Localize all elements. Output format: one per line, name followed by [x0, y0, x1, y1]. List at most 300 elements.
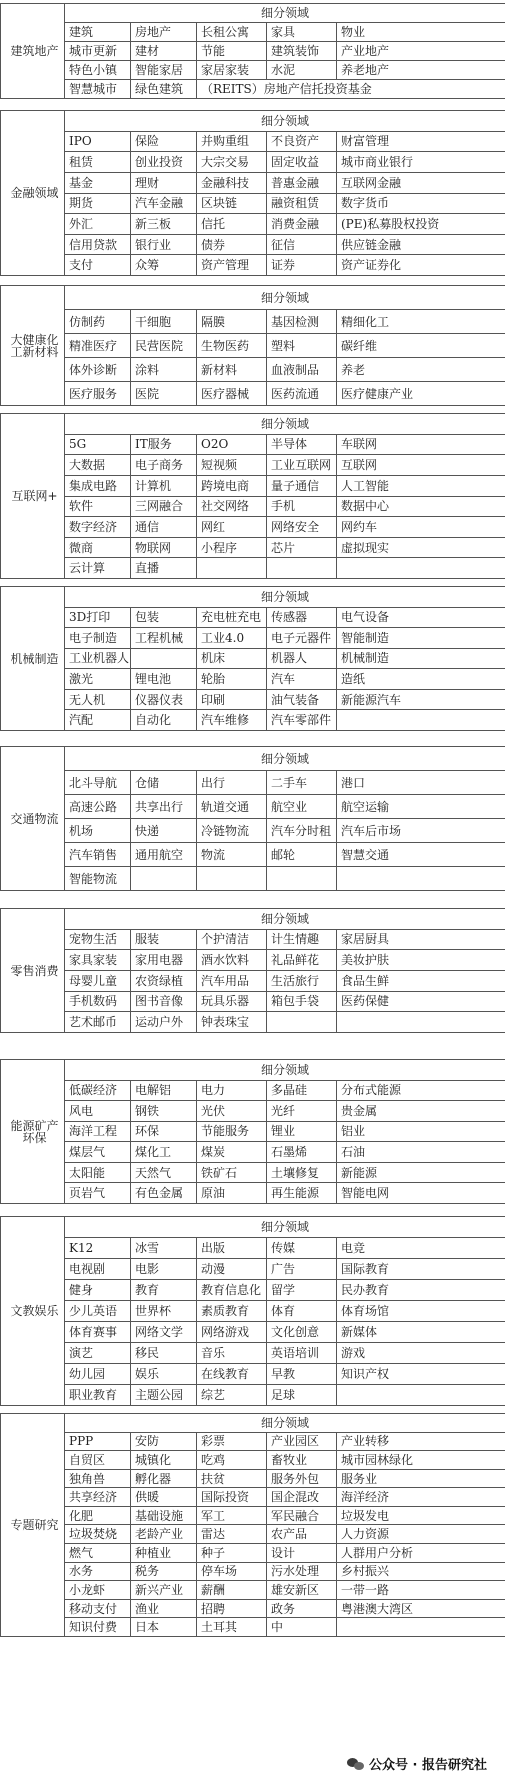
table-row — [1, 819, 505, 843]
table-row — [1, 607, 505, 628]
subfield-cell: 人工智能 — [337, 475, 505, 496]
subfield-cell: 贵金属 — [337, 1101, 505, 1122]
subfield-cell: 共享出行 — [131, 795, 197, 819]
subfield-cell: 互联网金融 — [337, 172, 505, 193]
table-row — [1, 80, 505, 99]
subfield-cell: 乡村振兴 — [337, 1562, 505, 1581]
subfield-cell: 虚拟现实 — [337, 537, 505, 558]
table-row — [1, 475, 505, 496]
subfield-cell: 养老地产 — [337, 61, 505, 80]
subfield-cell: 老龄产业 — [131, 1525, 197, 1544]
subfield-cell: 水泥 — [267, 61, 337, 80]
subfield-cell: 数字货币 — [337, 193, 505, 214]
subfield-cell: 健身 — [65, 1280, 131, 1301]
subfield-cell: 消费金融 — [267, 214, 337, 235]
empty-cell — [337, 710, 505, 731]
subfield-cell: 医药流通 — [267, 382, 337, 406]
subfield-cell: 快递 — [131, 819, 197, 843]
subfield-cell: 在线教育 — [197, 1364, 267, 1385]
table-row — [1, 1581, 505, 1600]
category-label: 大健康化工新材料 — [1, 286, 65, 406]
subfield-cell: 民营医院 — [131, 334, 197, 358]
subfield-cell: 食品生鲜 — [337, 970, 505, 991]
subfield-cell: 新兴产业 — [131, 1581, 197, 1600]
subfield-cell: 邮轮 — [267, 843, 337, 867]
subfield-cell: 网红 — [197, 517, 267, 538]
subfield-cell: PPP — [65, 1432, 131, 1451]
table-row — [1, 1343, 505, 1364]
subfield-cell: 精准医疗 — [65, 334, 131, 358]
subfield-cell: 资产证券化 — [337, 255, 505, 276]
subfield-cell: 融资租赁 — [267, 193, 337, 214]
subfield-cell: 隔膜 — [197, 310, 267, 334]
subfield-cell: 知识产权 — [337, 1364, 505, 1385]
table-row — [1, 214, 505, 235]
subfield-cell: 北斗导航 — [65, 771, 131, 795]
subfield-cell: 汽车后市场 — [337, 819, 505, 843]
subfield-cell: 港口 — [337, 771, 505, 795]
subfield-cell: 畜牧业 — [267, 1451, 337, 1470]
subfield-cell: 税务 — [131, 1562, 197, 1581]
subfield-cell: 工程机械 — [131, 628, 197, 649]
subfield-cell: 国际投资 — [197, 1488, 267, 1507]
subfield-cell: 新能源 — [337, 1162, 505, 1183]
subfield-cell: 汽车用品 — [197, 970, 267, 991]
table-row — [1, 1322, 505, 1343]
subfield-cell: 共享经济 — [65, 1488, 131, 1507]
subfield-cell: 游戏 — [337, 1343, 505, 1364]
subfield-cell: 基础设施 — [131, 1506, 197, 1525]
subfield-cell: 租赁 — [65, 152, 131, 173]
subfield-cell: 城市商业银行 — [337, 152, 505, 173]
subfield-cell: 电力 — [197, 1080, 267, 1101]
subfield-cell: 医疗服务 — [65, 382, 131, 406]
subfield-cell: 普惠金融 — [267, 172, 337, 193]
subfield-cell: 军工 — [197, 1506, 267, 1525]
subfield-cell: 节能 — [197, 42, 267, 61]
table-row — [1, 23, 505, 42]
subfield-cell: 产业园区 — [267, 1432, 337, 1451]
subfield-cell: 职业教育 — [65, 1385, 131, 1406]
empty-cell — [337, 1012, 505, 1033]
table-row — [1, 1121, 505, 1142]
subfield-cell: 电子元器件 — [267, 628, 337, 649]
table-row — [1, 455, 505, 476]
subfield-cell: 汽配 — [65, 710, 131, 731]
table-row — [1, 628, 505, 649]
subfield-cell: 幼儿园 — [65, 1364, 131, 1385]
empty-cell — [337, 558, 505, 579]
subfield-cell: 家居家装 — [197, 61, 267, 80]
table-row — [1, 867, 505, 891]
table-row — [1, 950, 505, 971]
table-row — [1, 1432, 505, 1451]
category-label: 机械制造 — [1, 587, 65, 731]
category-label: 建筑地产 — [1, 4, 65, 99]
subfield-cell: 多晶硅 — [267, 1080, 337, 1101]
section-table — [0, 1216, 505, 1406]
subfield-cell: 电影 — [131, 1259, 197, 1280]
subfield-cell: 家用电器 — [131, 950, 197, 971]
subfield-cell: 仿制药 — [65, 310, 131, 334]
subfield-cell: 城镇化 — [131, 1451, 197, 1470]
table-row — [1, 795, 505, 819]
subfield-cell: 通信 — [131, 517, 197, 538]
table-row — [1, 152, 505, 173]
subfield-cell: 中 — [267, 1618, 337, 1637]
subfield-cell: 国企混改 — [267, 1488, 337, 1507]
category-label: 互联网+ — [1, 414, 65, 579]
subfield-cell: 互联网 — [337, 455, 505, 476]
subfield-cell: 物联网 — [131, 537, 197, 558]
subfield-cell: 出行 — [197, 771, 267, 795]
table-row — [1, 648, 505, 669]
subfield-cell: 城市更新 — [65, 42, 131, 61]
subfield-cell: 体育场馆 — [337, 1301, 505, 1322]
empty-cell — [267, 1012, 337, 1033]
table-row — [1, 970, 505, 991]
table-row — [1, 382, 505, 406]
subfield-cell: 汽车销售 — [65, 843, 131, 867]
table-row — [1, 1238, 505, 1259]
subfield-cell: 航空运输 — [337, 795, 505, 819]
subfield-cell: 印刷 — [197, 689, 267, 710]
subfield-cell: 钢铁 — [131, 1101, 197, 1122]
subfield-cell: IPO — [65, 131, 131, 152]
subfield-cell: 智能物流 — [65, 867, 131, 891]
subfield-cell: 机器人 — [267, 648, 337, 669]
subfield-cell: 原油 — [197, 1183, 267, 1204]
subfield-header: 细分领域 — [65, 909, 505, 930]
subfield-cell: 汽车分时租 — [267, 819, 337, 843]
subfield-header: 细分领域 — [65, 1060, 505, 1081]
subfield-cell: 信用贷款 — [65, 234, 131, 255]
subfield-cell: 精细化工 — [337, 310, 505, 334]
table-row — [1, 1525, 505, 1544]
subfield-cell: 酒水饮料 — [197, 950, 267, 971]
subfield-cell: 医疗器械 — [197, 382, 267, 406]
empty-cell — [337, 867, 505, 891]
subfield-cell: 石油 — [337, 1142, 505, 1163]
subfield-cell: 仓储 — [131, 771, 197, 795]
subfield-header: 细分领域 — [65, 286, 505, 310]
subfield-cell: 外汇 — [65, 214, 131, 235]
subfield-header: 细分领域 — [65, 747, 505, 771]
table-row — [1, 843, 505, 867]
table-row — [1, 1562, 505, 1581]
subfield-cell: 网络游戏 — [197, 1322, 267, 1343]
subfield-cell: 个护清洁 — [197, 929, 267, 950]
subfield-cell: 计算机 — [131, 475, 197, 496]
subfield-cell: 汽车零部件 — [267, 710, 337, 731]
subfield-header: 细分领域 — [65, 587, 505, 608]
subfield-cell: 一带一路 — [337, 1581, 505, 1600]
section-table — [0, 110, 505, 276]
table-row — [1, 1506, 505, 1525]
subfield-cell: 智能电网 — [337, 1183, 505, 1204]
subfield-cell: 吃鸡 — [197, 1451, 267, 1470]
subfield-cell: 移动支付 — [65, 1599, 131, 1618]
subfield-cell: 铝业 — [337, 1121, 505, 1142]
subfield-cell: 通用航空 — [131, 843, 197, 867]
subfield-cell: 分布式能源 — [337, 1080, 505, 1101]
table-row — [1, 1364, 505, 1385]
subfield-cell: 文化创意 — [267, 1322, 337, 1343]
subfield-cell: 传感器 — [267, 607, 337, 628]
subfield-cell: 充电桩充电 — [197, 607, 267, 628]
subfield-cell: 扶贫 — [197, 1469, 267, 1488]
table-row — [1, 334, 505, 358]
subfield-cell: 产业转移 — [337, 1432, 505, 1451]
empty-cell — [197, 867, 267, 891]
subfield-cell: 激光 — [65, 669, 131, 690]
table-row — [1, 689, 505, 710]
subfield-cell: 主题公园 — [131, 1385, 197, 1406]
subfield-cell: 动漫 — [197, 1259, 267, 1280]
table-row — [1, 517, 505, 538]
subfield-cell: 移民 — [131, 1343, 197, 1364]
subfield-cell: 保险 — [131, 131, 197, 152]
subfield-cell: 无人机 — [65, 689, 131, 710]
table-row — [1, 496, 505, 517]
subfield-cell: 供暖 — [131, 1488, 197, 1507]
subfield-cell: 生活旅行 — [267, 970, 337, 991]
subfield-cell: 基因检测 — [267, 310, 337, 334]
subfield-cell: 微商 — [65, 537, 131, 558]
empty-cell — [267, 867, 337, 891]
subfield-cell: 音乐 — [197, 1343, 267, 1364]
subfield-cell: 煤炭 — [197, 1142, 267, 1163]
subfield-cell: 大数据 — [65, 455, 131, 476]
subfield-cell: 区块链 — [197, 193, 267, 214]
subfield-cell: 供应链金融 — [337, 234, 505, 255]
category-label: 文教娱乐 — [1, 1217, 65, 1406]
subfield-cell: 固定收益 — [267, 152, 337, 173]
subfield-cell: 社交网络 — [197, 496, 267, 517]
subfield-cell: 机场 — [65, 819, 131, 843]
subfield-cell: 礼品鲜花 — [267, 950, 337, 971]
subfield-header: 细分领域 — [65, 414, 505, 435]
subfield-cell: 有色金属 — [131, 1183, 197, 1204]
subfield-cell: 大宗交易 — [197, 152, 267, 173]
subfield-cell: 财富管理 — [337, 131, 505, 152]
subfield-cell: 粤港澳大湾区 — [337, 1599, 505, 1618]
table-row — [1, 1488, 505, 1507]
subfield-cell: IT服务 — [131, 434, 197, 455]
subfield-cell: 医院 — [131, 382, 197, 406]
subfield-cell: 渔业 — [131, 1599, 197, 1618]
table-row — [1, 1142, 505, 1163]
subfield-cell: 三网融合 — [131, 496, 197, 517]
table-row — [1, 1259, 505, 1280]
subfield-cell: 独角兽 — [65, 1469, 131, 1488]
subfield-cell: 美妆护肤 — [337, 950, 505, 971]
subfield-cell: 并购重组 — [197, 131, 267, 152]
table-row — [1, 1301, 505, 1322]
subfield-cell: 种子 — [197, 1544, 267, 1563]
subfield-cell: 新媒体 — [337, 1322, 505, 1343]
subfield-cell: 雄安新区 — [267, 1581, 337, 1600]
subfield-cell: 自贸区 — [65, 1451, 131, 1470]
subfield-cell: 电视剧 — [65, 1259, 131, 1280]
subfield-cell: 资产管理 — [197, 255, 267, 276]
subfield-cell: 理财 — [131, 172, 197, 193]
subfield-cell: 化肥 — [65, 1506, 131, 1525]
subfield-cell: 集成电路 — [65, 475, 131, 496]
subfield-cell: 基金 — [65, 172, 131, 193]
subfield-cell: 干细胞 — [131, 310, 197, 334]
table-row — [1, 42, 505, 61]
subfield-cell: 城市园林绿化 — [337, 1451, 505, 1470]
table-row — [1, 929, 505, 950]
subfield-cell: 煤层气 — [65, 1142, 131, 1163]
subfield-cell: 债券 — [197, 234, 267, 255]
subfield-cell: 包装 — [131, 607, 197, 628]
subfield-cell: 光伏 — [197, 1101, 267, 1122]
subfield-cell: 芯片 — [267, 537, 337, 558]
subfield-cell: 知识付费 — [65, 1618, 131, 1637]
subfield-cell: 雷达 — [197, 1525, 267, 1544]
subfield-cell: 种植业 — [131, 1544, 197, 1563]
subfield-cell: 手机数码 — [65, 991, 131, 1012]
subfield-cell: 自动化 — [131, 710, 197, 731]
subfield-cell: 人力资源 — [337, 1525, 505, 1544]
subfield-cell: 小龙虾 — [65, 1581, 131, 1600]
subfield-cell: 手机 — [267, 496, 337, 517]
subfield-cell: 水务 — [65, 1562, 131, 1581]
subfield-cell: 银行业 — [131, 234, 197, 255]
subfield-cell: 工业机器人 — [65, 648, 131, 669]
subfield-cell: 教育信息化 — [197, 1280, 267, 1301]
subfield-cell: 钟表珠宝 — [197, 1012, 267, 1033]
subfield-cell: 铁矿石 — [197, 1162, 267, 1183]
subfield-cell: 轮胎 — [197, 669, 267, 690]
subfield-cell: 特色小镇 — [65, 61, 131, 80]
subfield-cell: 数据中心 — [337, 496, 505, 517]
subfield-cell: 设计 — [267, 1544, 337, 1563]
table-row — [1, 771, 505, 795]
subfield-cell: 服装 — [131, 929, 197, 950]
subfield-cell: 服务外包 — [267, 1469, 337, 1488]
table-row — [1, 1599, 505, 1618]
subfield-cell: 建筑装饰 — [267, 42, 337, 61]
subfield-cell: 3D打印 — [65, 607, 131, 628]
subfield-cell: 众筹 — [131, 255, 197, 276]
subfield-cell: 安防 — [131, 1432, 197, 1451]
table-row — [1, 1080, 505, 1101]
subfield-cell: 教育 — [131, 1280, 197, 1301]
subfield-cell: 油气装备 — [267, 689, 337, 710]
subfield-cell: 不良资产 — [267, 131, 337, 152]
table-row — [1, 1469, 505, 1488]
table-row — [1, 558, 505, 579]
subfield-cell: 工业互联网 — [267, 455, 337, 476]
subfield-cell: 薪酬 — [197, 1581, 267, 1600]
subfield-cell: 素质教育 — [197, 1301, 267, 1322]
subfield-cell: 玩具乐器 — [197, 991, 267, 1012]
subfield-cell: 足球 — [267, 1385, 337, 1406]
subfield-cell: 房地产 — [131, 23, 197, 42]
subfield-cell: 综艺 — [197, 1385, 267, 1406]
empty-cell — [197, 558, 267, 579]
subfield-cell: 智能家居 — [131, 61, 197, 80]
subfield-cell: 垃圾发电 — [337, 1506, 505, 1525]
subfield-cell: 政务 — [267, 1599, 337, 1618]
subfield-cell: 养老 — [337, 358, 505, 382]
subfield-cell: 创业投资 — [131, 152, 197, 173]
subfield-cell: 家具家装 — [65, 950, 131, 971]
empty-cell — [337, 1385, 505, 1406]
subfield-header: 细分领域 — [65, 111, 505, 132]
subfield-cell: 医药保健 — [337, 991, 505, 1012]
subfield-cell: 长租公寓 — [197, 23, 267, 42]
table-row — [1, 61, 505, 80]
subfield-cell: 停车场 — [197, 1562, 267, 1581]
section-table — [0, 285, 505, 406]
subfield-cell: 征信 — [267, 234, 337, 255]
subfield-cell: 天然气 — [131, 1162, 197, 1183]
subfield-cell: 风电 — [65, 1101, 131, 1122]
subfield-cell: 农产品 — [267, 1525, 337, 1544]
subfield-cell: 垃圾焚烧 — [65, 1525, 131, 1544]
subfield-cell: 服务业 — [337, 1469, 505, 1488]
section-table — [0, 3, 505, 99]
subfield-cell: 广告 — [267, 1259, 337, 1280]
subfield-cell: 光纤 — [267, 1101, 337, 1122]
subfield-header: 细分领域 — [65, 4, 505, 23]
subfield-cell: 建材 — [131, 42, 197, 61]
subfield-cell: 娱乐 — [131, 1364, 197, 1385]
section-table — [0, 746, 505, 891]
table-row — [1, 1183, 505, 1204]
subfield-cell: 仪器仪表 — [131, 689, 197, 710]
subfield-header: 细分领域 — [65, 1414, 505, 1433]
table-row — [1, 1385, 505, 1406]
subfield-cell: 出版 — [197, 1238, 267, 1259]
subfield-cell: 演艺 — [65, 1343, 131, 1364]
section-table — [0, 1413, 505, 1637]
subfield-cell: 高速公路 — [65, 795, 131, 819]
subfield-cell: 海洋经济 — [337, 1488, 505, 1507]
table-row — [1, 669, 505, 690]
subfield-header: 细分领域 — [65, 1217, 505, 1238]
subfield-cell: K12 — [65, 1238, 131, 1259]
subfield-cell: 土壤修复 — [267, 1162, 337, 1183]
subfield-cell: 农资绿植 — [131, 970, 197, 991]
subfield-cell: 体育赛事 — [65, 1322, 131, 1343]
subfield-cell: 箱包手袋 — [267, 991, 337, 1012]
category-label: 能源矿产环保 — [1, 1060, 65, 1204]
watermark — [343, 1752, 491, 1775]
subfield-cell: 计生情趣 — [267, 929, 337, 950]
subfield-cell: 网约车 — [337, 517, 505, 538]
subfield-cell: 军民融合 — [267, 1506, 337, 1525]
table-row — [1, 710, 505, 731]
subfield-cell: 母婴儿童 — [65, 970, 131, 991]
table-row — [1, 234, 505, 255]
subfield-cell: 早教 — [267, 1364, 337, 1385]
subfield-cell: 5G — [65, 434, 131, 455]
subfield-cell: 跨境电商 — [197, 475, 267, 496]
section-table — [0, 908, 505, 1033]
subfield-cell: 网络安全 — [267, 517, 337, 538]
subfield-cell: 英语培训 — [267, 1343, 337, 1364]
subfield-cell: 宠物生活 — [65, 929, 131, 950]
subfield-cell: 家居厨具 — [337, 929, 505, 950]
subfield-cell: 汽车维修 — [197, 710, 267, 731]
subfield-cell: 环保 — [131, 1121, 197, 1142]
table-row — [1, 131, 505, 152]
